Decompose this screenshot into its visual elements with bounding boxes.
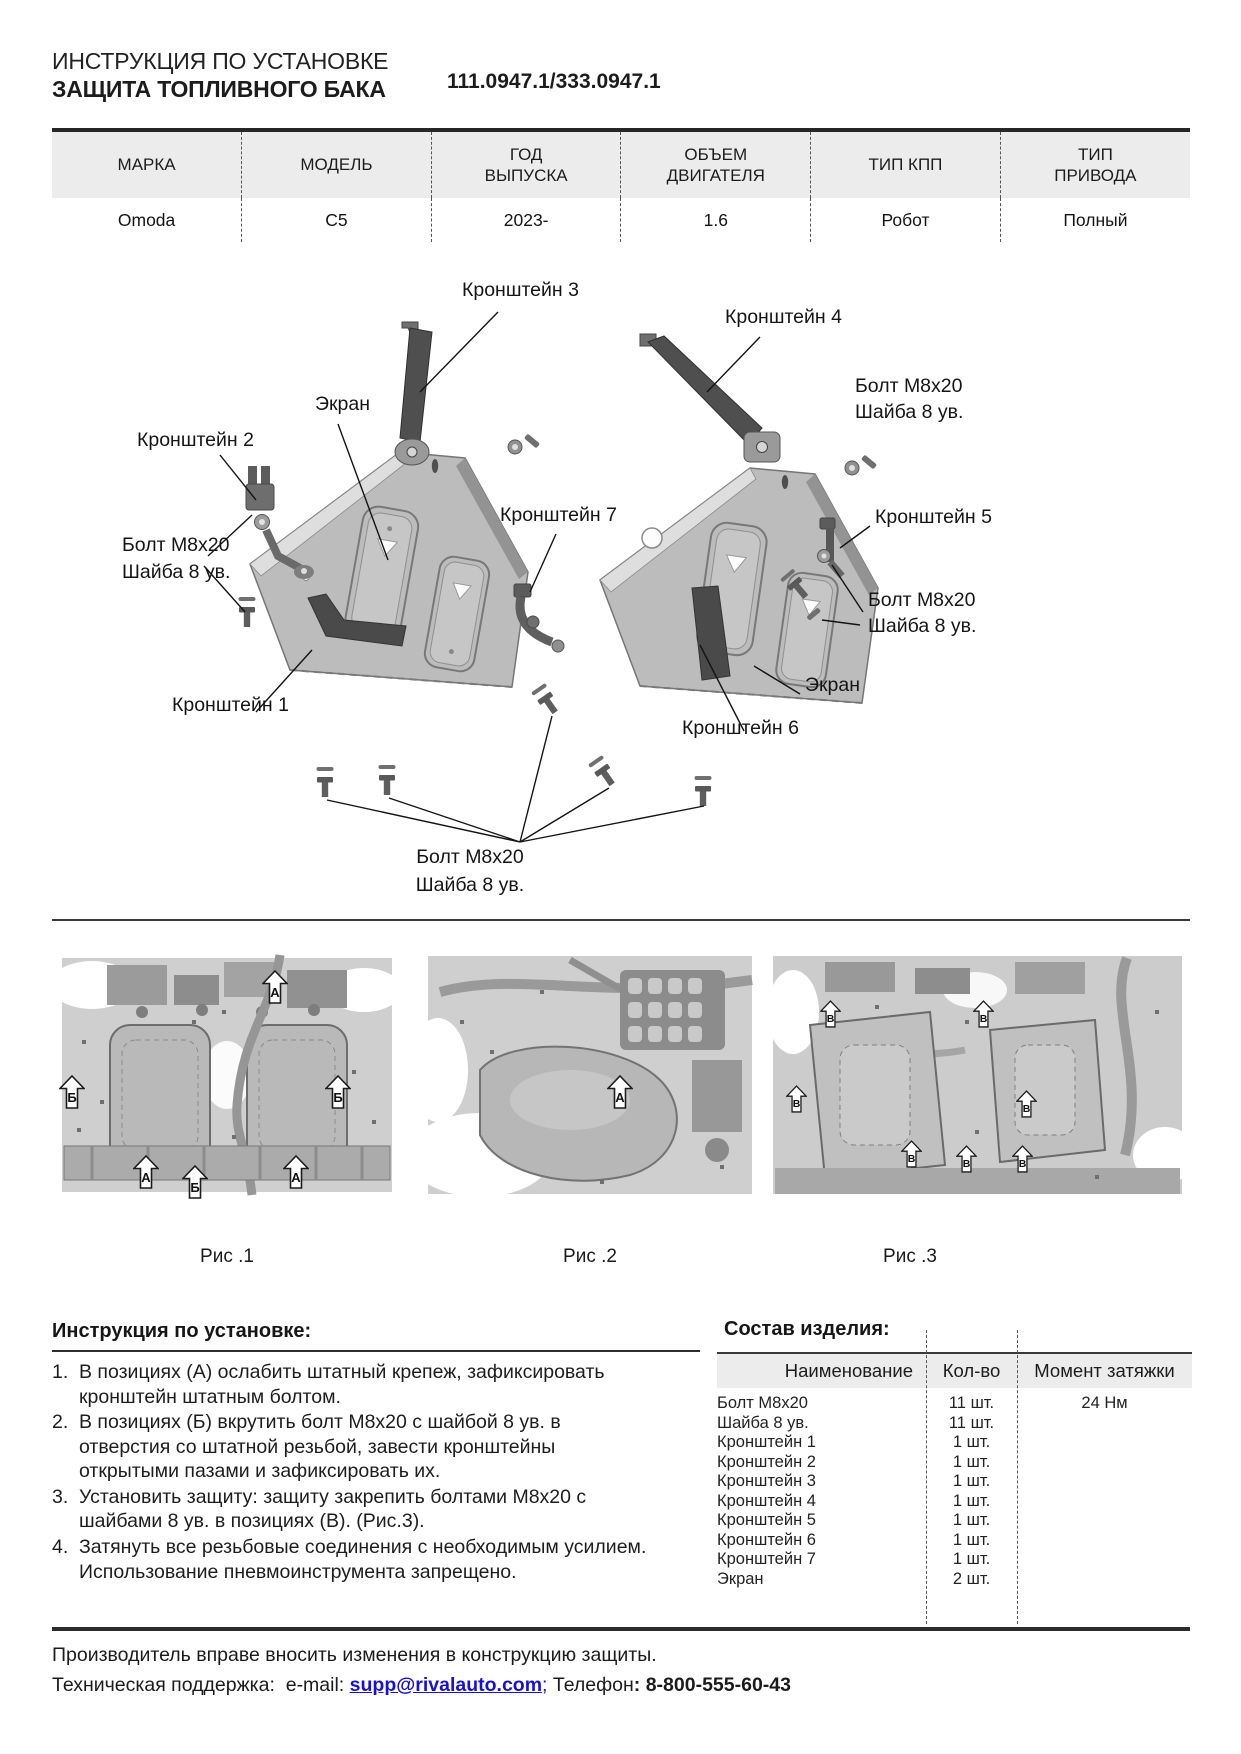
col-header-model: МОДЕЛЬ [242, 130, 432, 198]
document-title-line1: ИНСТРУКЦИЯ ПО УСТАНОВКЕ [52, 48, 389, 74]
instruction-item: 3. Установить защиту: защиту закрепить болтами М8х20 с шайбами 8 ув. в позициях (В). (Рис.3). [52, 1485, 587, 1533]
footer-divider [52, 1627, 1190, 1631]
vehicle-spec-header-row [52, 130, 1190, 198]
col-header-gearbox: ТИП КПП [811, 130, 1001, 198]
label-washer-top-right: Шайба 8 ув. [855, 401, 964, 423]
bracket7-part [514, 584, 564, 652]
marker-arrow [820, 1000, 841, 1028]
svg-text:А: А [140, 1170, 151, 1185]
parts-row: Экран 2 шт. [717, 1569, 991, 1588]
parts-row: Болт М8х20 11 шт. 24 Нм [717, 1394, 1128, 1412]
parts-list-title: Состав изделия: [724, 1318, 890, 1340]
instructions-title: Инструкция по установке: [52, 1320, 700, 1352]
parts-col-name: Наименование [784, 1360, 913, 1381]
bracket3-part [395, 322, 432, 465]
parts-table-divider-left [926, 1330, 927, 1624]
parts-list-table [717, 1352, 1192, 1589]
parts-table-header [717, 1352, 1192, 1388]
col-header-engine: ОБЪЕМ ДВИГАТЕЛЯ [621, 130, 811, 198]
label-bolt-bottom: Болт М8х20 [416, 846, 524, 868]
marker-arrow [956, 1145, 977, 1173]
vehicle-spec-table [52, 128, 1190, 242]
value-year: 2023- [431, 198, 621, 242]
figure-1-photo [52, 950, 402, 1200]
label-washer-bottom: Шайба 8 ув. [415, 874, 525, 896]
support-label: Техническая поддержка: [52, 1674, 275, 1696]
svg-text:Б: Б [333, 1090, 343, 1105]
label-bracket3: Кронштейн 3 [462, 279, 579, 301]
value-engine: 1.6 [621, 198, 811, 242]
marker-arrow [607, 1075, 633, 1109]
value-gearbox: Робот [811, 198, 1001, 242]
label-washer-right: Шайба 8 ув. [868, 615, 977, 637]
shield-plate-left [250, 452, 528, 687]
svg-text:В: В [1018, 1158, 1026, 1171]
instructions-list [52, 1360, 652, 1584]
figure-2-photo [420, 950, 760, 1200]
support-email-link[interactable]: supp@rivalauto.com [349, 1674, 543, 1696]
figure-1-caption: Рис .1 [200, 1246, 254, 1267]
figure-3-photo [765, 950, 1190, 1200]
parts-table-divider-right [1017, 1330, 1018, 1624]
label-screen-left: Экран [315, 393, 371, 415]
parts-row: Кронштейн 5 1 шт. [717, 1511, 991, 1529]
label-bolt-top-right: Болт М8х20 [855, 375, 963, 397]
support-phone: : 8-800-555-60-43 [633, 1674, 791, 1696]
marker-arrow [59, 1075, 85, 1109]
marker-arrow [901, 1140, 922, 1168]
undercarriage-photo-2 [420, 950, 760, 1200]
svg-text:В: В [962, 1158, 971, 1171]
value-brand: Omoda [117, 209, 176, 230]
email-separator: ; [542, 1674, 548, 1696]
instruction-item: 1. В позициях (А) ослабить штатный крепеж, зафиксировать кронштейн штатным болтом. [52, 1361, 605, 1408]
marker-arrow [133, 1155, 159, 1189]
svg-text:А: А [615, 1090, 625, 1105]
label-bracket5: Кронштейн 5 [875, 506, 992, 528]
svg-text:В: В [979, 1013, 988, 1026]
value-drive: Полный [1000, 198, 1190, 242]
footer-support-line [52, 1674, 791, 1697]
parts-col-qty: Кол-во [942, 1360, 1001, 1381]
label-bracket1: Кронштейн 1 [172, 694, 289, 716]
marker-arrow [325, 1075, 351, 1109]
undercarriage-photo-3 [765, 950, 1190, 1200]
label-bracket6: Кронштейн 6 [682, 717, 799, 739]
label-screen-right: Экран [805, 674, 861, 696]
label-bolt-right: Болт М8х20 [868, 589, 976, 611]
vehicle-spec-value-row [52, 198, 1190, 242]
svg-text:В: В [826, 1013, 835, 1026]
col-header-year: ГОД ВЫПУСКА [431, 130, 621, 198]
marker-arrow [786, 1085, 807, 1113]
label-bolt-left: Болт М8х20 [122, 534, 230, 556]
parts-table-rows [717, 1394, 1192, 1589]
part-number: 111.0947.1/333.0947.1 [447, 70, 661, 93]
parts-row: Кронштейн 2 1 шт. [717, 1452, 991, 1471]
label-bracket4: Кронштейн 4 [725, 306, 842, 328]
marker-arrow [262, 970, 288, 1004]
col-header-drive: ТИП ПРИВОДА [1000, 130, 1190, 198]
parts-row: Кронштейн 1 1 шт. [717, 1433, 991, 1451]
svg-text:Б: Б [67, 1090, 77, 1105]
parts-row: Шайба 8 ув. 11 шт. [717, 1413, 995, 1432]
parts-row: Кронштейн 4 1 шт. [717, 1491, 991, 1510]
phone-label: Телефон [552, 1674, 634, 1696]
value-model: C5 [242, 198, 432, 242]
svg-text:А: А [291, 1170, 301, 1185]
svg-text:А: А [270, 985, 280, 1000]
instruction-item: 2. В позициях (Б) вкрутить болт М8х20 с шайбой 8 ув. в отверстия со штатной резьбой, завести кронштейны открытыми пазами и зафиксировать их. [52, 1411, 561, 1483]
parts-col-torque: Момент затяжки [1034, 1360, 1175, 1381]
parts-row: Кронштейн 7 1 шт. [717, 1550, 991, 1568]
label-washer-left: Шайба 8 ув. [122, 561, 231, 583]
marker-arrow [1012, 1145, 1033, 1173]
svg-text:В: В [907, 1153, 916, 1166]
svg-text:Б: Б [189, 1180, 200, 1195]
label-bracket2: Кронштейн 2 [137, 429, 254, 451]
svg-text:В: В [792, 1098, 801, 1111]
marker-arrow [973, 1000, 994, 1028]
marker-arrow [182, 1165, 208, 1199]
document-title-line2: ЗАЩИТА ТОПЛИВНОГО БАКА [52, 76, 386, 102]
figure-2-caption: Рис .2 [563, 1246, 617, 1267]
label-bracket7: Кронштейн 7 [500, 504, 617, 526]
exploded-parts-diagram [52, 255, 1190, 915]
shield-plate-right [600, 468, 878, 703]
bracket4-part [640, 334, 780, 462]
figure-3-caption: Рис .3 [883, 1246, 937, 1267]
footer-disclaimer: Производитель вправе вносить изменения в конструкцию защиты. [52, 1644, 657, 1666]
col-header-brand: МАРКА [52, 130, 242, 198]
section-divider [52, 919, 1190, 921]
installation-instructions [52, 1320, 700, 1584]
parts-row: Кронштейн 3 1 шт. [717, 1472, 991, 1490]
parts-row: Кронштейн 6 1 шт. [717, 1530, 991, 1549]
email-label: e-mail: [285, 1674, 345, 1696]
marker-arrow [1016, 1090, 1037, 1118]
svg-text:В: В [1022, 1103, 1031, 1116]
marker-arrow [283, 1155, 309, 1189]
instruction-item: 4. Затянуть все резьбовые соединения с необходимым усилием. Использование пневмоинструмента запрещено. [52, 1535, 647, 1583]
